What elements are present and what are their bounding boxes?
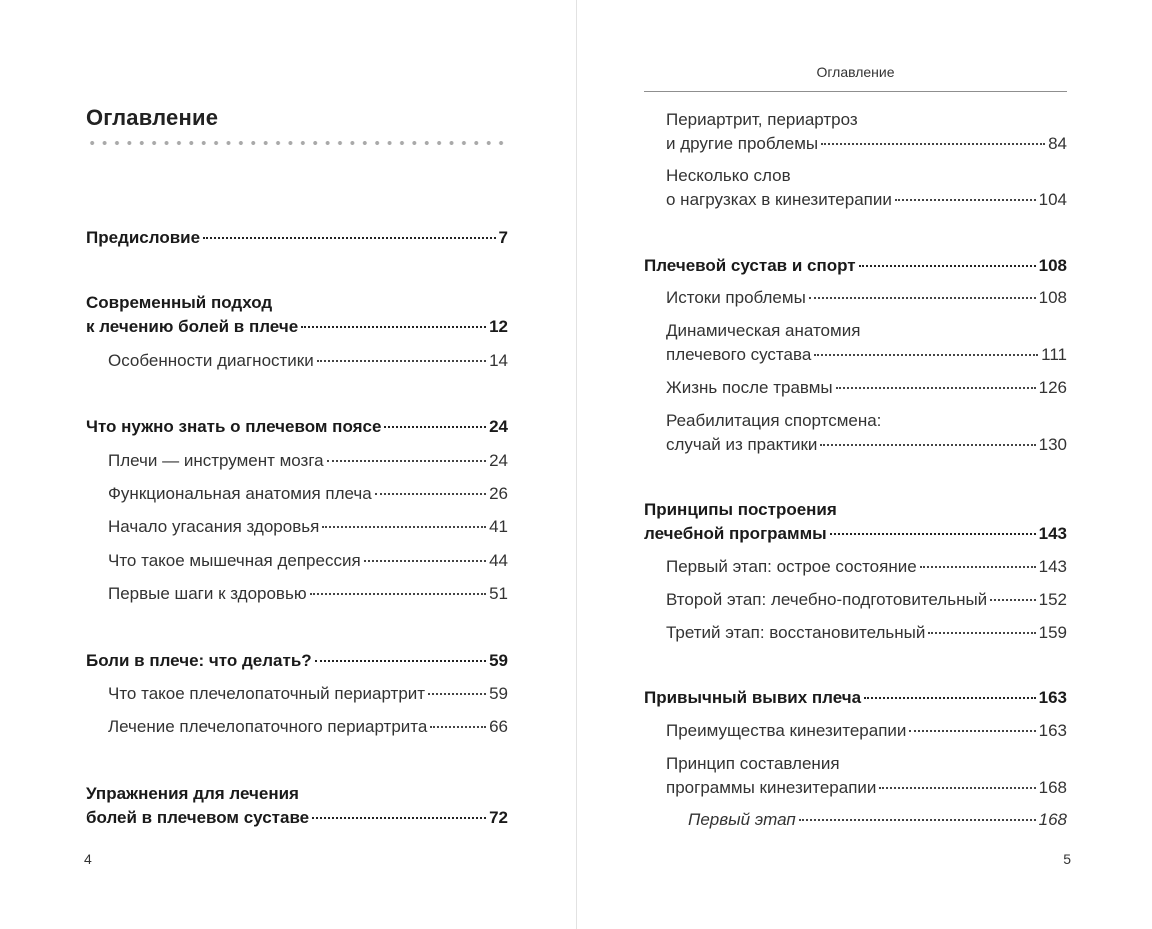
- dot-leader: [203, 237, 495, 239]
- dot-leader: [799, 819, 1036, 821]
- toc-entry-title: Принцип составления: [666, 754, 840, 773]
- toc-entry: [666, 409, 1067, 457]
- toc-entry-page: 59: [489, 651, 508, 670]
- toc-entry: [644, 498, 1067, 546]
- toc-entry: [644, 686, 1067, 710]
- toc-entry-page: 104: [1038, 190, 1067, 209]
- toc-entry-title: Динамическая анатомия: [666, 321, 861, 340]
- toc-entry-title: программы кинезитерапии: [666, 778, 877, 797]
- toc-entry-title: Несколько слов: [666, 166, 791, 185]
- toc-entry: [666, 286, 1067, 310]
- toc-entry: [108, 482, 508, 506]
- toc-entry-title: Что нужно знать о плечевом поясе: [86, 417, 382, 436]
- toc-entry-page: 111: [1041, 345, 1067, 364]
- toc-entry-page: 51: [489, 584, 508, 603]
- dot-leader: [384, 426, 486, 428]
- toc-entry-title: Предисловие: [86, 228, 201, 247]
- toc-entry: [86, 226, 508, 250]
- dot-leader: [820, 444, 1035, 446]
- toc-entry: [86, 649, 508, 673]
- toc-entry-title: Что такое плечелопаточный периартрит: [108, 684, 426, 703]
- toc-entry-page: 126: [1038, 378, 1067, 397]
- toc-entry-title: Что такое мышечная депрессия: [108, 551, 361, 570]
- toc-entry-page: 152: [1038, 590, 1067, 609]
- toc-entry-title: Особенности диагностики: [108, 351, 314, 370]
- toc-entry-title: о нагрузках в кинезитерапии: [666, 190, 892, 209]
- toc-entry-title: к лечению болей в плече: [86, 317, 299, 336]
- toc-entry-page: 24: [489, 417, 508, 436]
- dot-leader: [428, 693, 486, 695]
- dot-leader: [836, 387, 1036, 389]
- dot-leader: [814, 354, 1038, 356]
- toc-entry-title: Истоки проблемы: [666, 288, 806, 307]
- dot-leader: [301, 326, 486, 328]
- toc-entry: [86, 782, 508, 830]
- dot-leader: [879, 787, 1035, 789]
- dot-leader: [990, 599, 1035, 601]
- toc-entry-title: Первые шаги к здоровью: [108, 584, 307, 603]
- toc-entry-page: 143: [1038, 524, 1067, 543]
- toc-entry-title: Лечение плечелопаточного периартрита: [108, 717, 428, 736]
- toc-entry: [86, 415, 508, 439]
- dot-leader: [375, 493, 486, 495]
- toc-entry: [666, 555, 1067, 579]
- toc-entry-page: 41: [489, 517, 508, 536]
- toc-entry-page: 159: [1038, 623, 1067, 642]
- toc-entry: [688, 808, 1067, 832]
- toc-entry-title: болей в плечевом суставе: [86, 808, 310, 827]
- dot-leader: [864, 697, 1036, 699]
- toc-entry-page: 7: [498, 228, 508, 247]
- running-head-rule: [644, 91, 1067, 92]
- toc-entry-title: Плечевой сустав и спорт: [644, 256, 856, 275]
- dot-leader: [315, 660, 486, 662]
- toc-entry-page: 130: [1038, 435, 1067, 454]
- dot-leader: [364, 560, 486, 562]
- toc-entry-title: плечевого сустава: [666, 345, 812, 364]
- toc-entry-page: 14: [489, 351, 508, 370]
- toc-entry-title: Периартрит, периартроз: [666, 110, 858, 129]
- dot-leader: [920, 566, 1036, 568]
- running-head: Оглавление: [816, 64, 895, 80]
- toc-entry: [644, 254, 1067, 278]
- toc-entry: [666, 621, 1067, 645]
- toc-entry: [108, 515, 508, 539]
- right-page: [644, 0, 1071, 929]
- toc-entry-title: Боли в плече: что делать?: [86, 651, 312, 670]
- toc-entry-page: 108: [1038, 288, 1067, 307]
- dot-leader: [310, 593, 487, 595]
- toc-entry-title: Жизнь после травмы: [666, 378, 833, 397]
- toc-entry-title: Современный подход: [86, 293, 273, 312]
- toc-entry-title: Реабилитация спортсмена:: [666, 411, 882, 430]
- dot-leader: [821, 143, 1045, 145]
- toc-entry: [108, 682, 508, 706]
- toc-entry: [666, 319, 1067, 367]
- toc-entry: [108, 549, 508, 573]
- toc-entry-page: 143: [1038, 557, 1067, 576]
- dot-leader: [317, 360, 486, 362]
- toc-entry-title: Начало угасания здоровья: [108, 517, 320, 536]
- toc-entry-page: 168: [1038, 778, 1067, 797]
- dot-leader: [928, 632, 1035, 634]
- toc-entry: [666, 588, 1067, 612]
- toc-entry: [108, 715, 508, 739]
- toc-entry-page: 24: [489, 451, 508, 470]
- left-page: [86, 0, 508, 929]
- toc-entry: [666, 108, 1067, 156]
- toc-entry-page: 44: [489, 551, 508, 570]
- toc-entry: [666, 752, 1067, 800]
- toc-entry-page: 26: [489, 484, 508, 503]
- book-gutter: [576, 0, 577, 929]
- toc-entry-title: Преимущества кинезитерапии: [666, 721, 907, 740]
- toc-entry-page: 12: [489, 317, 508, 336]
- dot-leader: [322, 526, 486, 528]
- page-number-left: 4: [84, 851, 92, 867]
- toc-entry-title: Принципы построения: [644, 500, 837, 519]
- toc-entry-title: Первый этап: острое состояние: [666, 557, 917, 576]
- toc-entry-page: 66: [489, 717, 508, 736]
- toc-entry: [666, 376, 1067, 400]
- dot-leader: [809, 297, 1036, 299]
- toc-entry: [108, 582, 508, 606]
- dot-leader: [859, 265, 1036, 267]
- toc-entry: [108, 349, 508, 373]
- dot-leader: [895, 199, 1036, 201]
- toc-entry-title: Плечи — инструмент мозга: [108, 451, 324, 470]
- toc-entry-title: случай из практики: [666, 435, 818, 454]
- toc-title: Оглавление: [86, 105, 219, 130]
- toc-entry-page: 59: [489, 684, 508, 703]
- toc-entry-page: 72: [489, 808, 508, 827]
- toc-entry-title: Привычный вывих плеча: [644, 688, 862, 707]
- toc-entry: [666, 719, 1067, 743]
- toc-entry-title: и другие проблемы: [666, 134, 819, 153]
- toc-entry-page: 163: [1038, 721, 1067, 740]
- dot-leader: [830, 533, 1036, 535]
- toc-entry-title: лечебной программы: [644, 524, 827, 543]
- toc-entry-title: Функциональная анатомия плеча: [108, 484, 372, 503]
- toc-entry-page: 84: [1048, 134, 1067, 153]
- toc-entry-page: 163: [1038, 688, 1067, 707]
- toc-entry-title: Первый этап: [688, 810, 796, 829]
- dot-leader: [327, 460, 486, 462]
- toc-entry-page: 108: [1038, 256, 1067, 275]
- toc-entry: [666, 164, 1067, 212]
- dotted-rule: [86, 139, 510, 147]
- toc-entry: [108, 449, 508, 473]
- dot-leader: [909, 730, 1035, 732]
- dot-leader: [312, 817, 486, 819]
- dot-leader: [430, 726, 486, 728]
- toc-entry-page: 168: [1038, 810, 1067, 829]
- toc-entry-title: Упражнения для лечения: [86, 784, 299, 803]
- toc-entry: [86, 291, 508, 339]
- toc-entry-title: Третий этап: восстановительный: [666, 623, 926, 642]
- page-number-right: 5: [1063, 851, 1071, 867]
- toc-entry-title: Второй этап: лечебно-подготовительный: [666, 590, 988, 609]
